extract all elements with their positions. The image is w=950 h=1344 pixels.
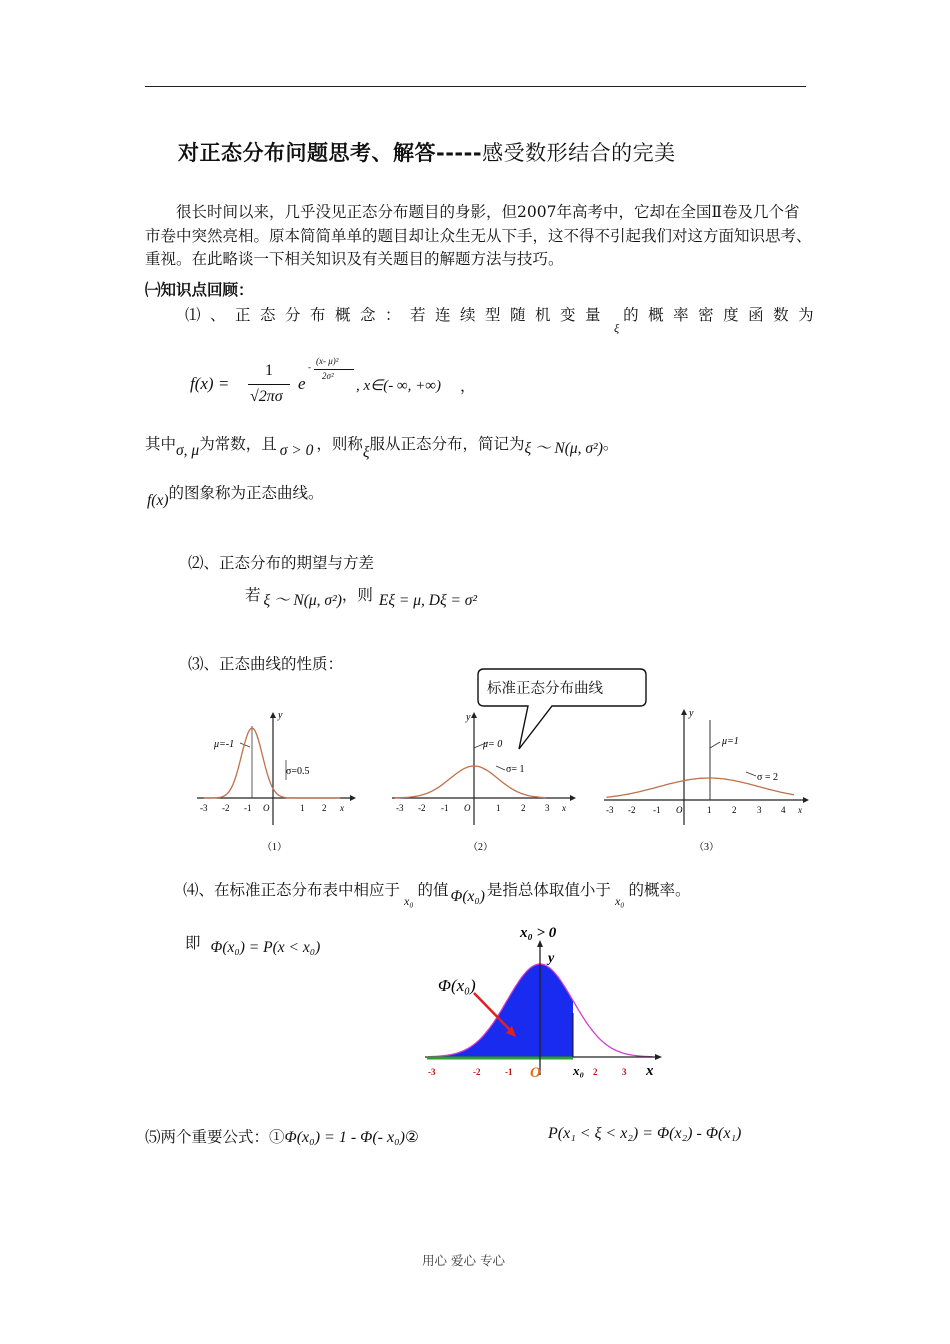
g1-mu: μ=-1 bbox=[214, 739, 235, 750]
line2-c: ，则称 bbox=[316, 435, 363, 453]
g3-mu: μ=1 bbox=[722, 736, 739, 747]
g3-tick-0: -3 bbox=[606, 805, 614, 815]
g3-sigma: σ = 2 bbox=[757, 772, 779, 783]
header-rule bbox=[145, 86, 806, 87]
line2-d: 服从正态分布，简记为 bbox=[369, 435, 525, 453]
item2-if: 若 bbox=[245, 586, 261, 604]
fig-tick-0: -3 bbox=[428, 1067, 436, 1077]
line3-text: 的图象称为正态曲线。 bbox=[168, 484, 324, 502]
g3-tick-6: 3 bbox=[757, 805, 762, 815]
line2-cond: σ > 0 bbox=[279, 442, 314, 459]
formula-den: √2πσ bbox=[250, 388, 283, 405]
item4-line bbox=[183, 878, 691, 908]
g1-caption: （1） bbox=[262, 842, 287, 853]
item1-xi: ξ bbox=[614, 321, 620, 335]
item4-x0b: x₀ bbox=[614, 894, 625, 908]
g2-tick-1: -2 bbox=[418, 803, 426, 813]
line3-fx: f(x) bbox=[147, 492, 169, 509]
g2-tick-2: -1 bbox=[441, 803, 449, 813]
item1-line1 bbox=[185, 303, 824, 335]
fig-tick-4: 2 bbox=[593, 1067, 598, 1077]
item3-heading: ⑶、正态曲线的性质： bbox=[188, 655, 344, 673]
item4-phi: Φ(x₀) bbox=[450, 888, 485, 905]
fig-tick-5: 3 bbox=[622, 1067, 627, 1077]
formula-end: ， bbox=[460, 377, 476, 395]
page-footer: 用心 爱心 专心 bbox=[422, 1253, 505, 1268]
g2-tick-6: 3 bbox=[545, 803, 550, 813]
g3-tick-5: 2 bbox=[732, 805, 737, 815]
item4-formula: Φ(x₀) = P(x < x₀) bbox=[210, 939, 321, 956]
g2-caption: （2） bbox=[468, 842, 493, 853]
item5-f1: Φ(x₀) = 1 - Φ(- x₀) bbox=[284, 1129, 405, 1146]
item5-lead: ⑸两个重要公式：① bbox=[145, 1128, 285, 1146]
item1-tail: 的概率密度函数为 bbox=[623, 306, 824, 324]
phi-area-figure bbox=[410, 915, 670, 1085]
item5-f2: P(x₁ < ξ < x₂) = Φ(x₂) - Φ(x₁) bbox=[548, 1125, 742, 1142]
callout-label: 标准正态分布曲线 bbox=[487, 681, 603, 697]
g2-tick-4: 1 bbox=[496, 803, 501, 813]
g1-tick-1: -2 bbox=[222, 803, 230, 813]
fig-phi-label: Φ(x₀) bbox=[438, 976, 476, 995]
formula-f: f(x) = bbox=[190, 374, 230, 393]
item4-mid2: 是指总体取值小于 bbox=[486, 881, 611, 899]
item2-result: Eξ = μ, Dξ = σ² bbox=[378, 592, 478, 609]
g3-tick-4: 1 bbox=[707, 805, 712, 815]
item4-tail: 的概率。 bbox=[628, 881, 691, 899]
g3-y: y bbox=[689, 708, 694, 719]
formula-e: e bbox=[298, 374, 306, 393]
item1-line3 bbox=[147, 481, 324, 509]
g2-mu: μ= 0 bbox=[483, 739, 503, 750]
g1-tick-3: O bbox=[263, 803, 270, 813]
g2-tick-3: O bbox=[464, 803, 471, 813]
formula-exp-num: (x- μ)² bbox=[316, 356, 339, 366]
g1-tick-2: -1 bbox=[244, 803, 252, 813]
g2-tick-7: x bbox=[562, 803, 566, 813]
fig-tick-1: -2 bbox=[473, 1067, 481, 1077]
g1-tick-6: x bbox=[340, 803, 344, 813]
item4-ji: 即 bbox=[185, 934, 201, 952]
item5-line bbox=[145, 1125, 419, 1147]
item4-lead: ⑷、在标准正态分布表中相应于 bbox=[183, 881, 401, 899]
intro-paragraph: 很长时间以来，几乎没见正态分布题目的身影，但2007年高考中，它却在全国Ⅱ卷及几个省市卷中突然亮相。原本简简单单的题目却让众生无从下手，这不得不引起我们对这方面知识思考、重视。在此略谈一下相关知识及有关题目的解题方法与技巧。 bbox=[145, 203, 812, 268]
exp-fraction-bar bbox=[314, 369, 354, 370]
g2-tick-0: -3 bbox=[396, 803, 404, 813]
formula-exp-den: 2σ² bbox=[322, 371, 334, 381]
title-normal: 感受数形结合的完美 bbox=[482, 141, 676, 165]
g1-tick-5: 2 bbox=[322, 803, 327, 813]
item4-ji-line bbox=[185, 931, 321, 956]
title-bold: 对正态分布问题思考、解答----- bbox=[178, 141, 483, 165]
g3-caption: （3） bbox=[694, 842, 719, 853]
item1-line2 bbox=[145, 432, 619, 461]
fraction-bar bbox=[248, 384, 290, 385]
fig-x: x bbox=[646, 1063, 654, 1079]
line2-b: 为常数，且 bbox=[199, 435, 277, 453]
line2-end: 。 bbox=[602, 435, 619, 453]
graph-2 bbox=[392, 712, 576, 853]
fig-cond: x₀ > 0 bbox=[520, 925, 557, 941]
g3-tick-8: x bbox=[798, 805, 802, 815]
item4-x0: x₀ bbox=[404, 894, 414, 908]
graph-3 bbox=[604, 708, 809, 853]
g2-tick-5: 2 bbox=[521, 803, 526, 813]
formula-num: 1 bbox=[265, 362, 273, 379]
g1-tick-0: -3 bbox=[200, 803, 208, 813]
line2-xi: ξ bbox=[362, 444, 370, 461]
item2-dist: ξ ～ N(μ, σ²) bbox=[263, 592, 342, 609]
g3-tick-1: -2 bbox=[628, 805, 636, 815]
item2-heading: ⑵、正态分布的期望与方差 bbox=[188, 554, 375, 572]
formula-exp-sign: - bbox=[308, 362, 311, 372]
item2-then: ，则 bbox=[341, 586, 373, 604]
item2-line bbox=[245, 583, 478, 609]
line2-a: 其中 bbox=[145, 435, 177, 453]
g1-y: y bbox=[278, 710, 283, 721]
g2-sigma: σ= 1 bbox=[506, 764, 525, 775]
normal-curves-figure bbox=[0, 660, 950, 860]
item4-mid1: 的值 bbox=[417, 881, 449, 899]
g3-tick-2: -1 bbox=[653, 805, 661, 815]
g1-sigma: σ=0.5 bbox=[286, 766, 310, 777]
fig-y: y bbox=[548, 951, 555, 966]
page-title bbox=[178, 137, 676, 167]
section-heading: ㈠知识点回顾： bbox=[145, 281, 254, 299]
fig-tick-2: -1 bbox=[505, 1067, 513, 1077]
item5-circ2: ② bbox=[404, 1128, 419, 1146]
g3-tick-3: O bbox=[676, 805, 683, 815]
graph-1 bbox=[197, 710, 356, 853]
g2-y: y bbox=[466, 712, 471, 723]
formula-domain: , x∈(- ∞, +∞) bbox=[356, 378, 441, 394]
g1-tick-4: 1 bbox=[300, 803, 305, 813]
fig-origin: O bbox=[530, 1065, 541, 1081]
item1-lead: ⑴、正态分布概念：若连续型随机变量 bbox=[185, 306, 611, 324]
g3-tick-7: 4 bbox=[781, 805, 786, 815]
fig-x0-tick: x₀ bbox=[573, 1063, 585, 1078]
density-formula bbox=[190, 356, 510, 420]
line2-params: σ, μ bbox=[176, 442, 200, 459]
line2-dist: ξ ～ N(μ, σ²) bbox=[524, 440, 603, 457]
